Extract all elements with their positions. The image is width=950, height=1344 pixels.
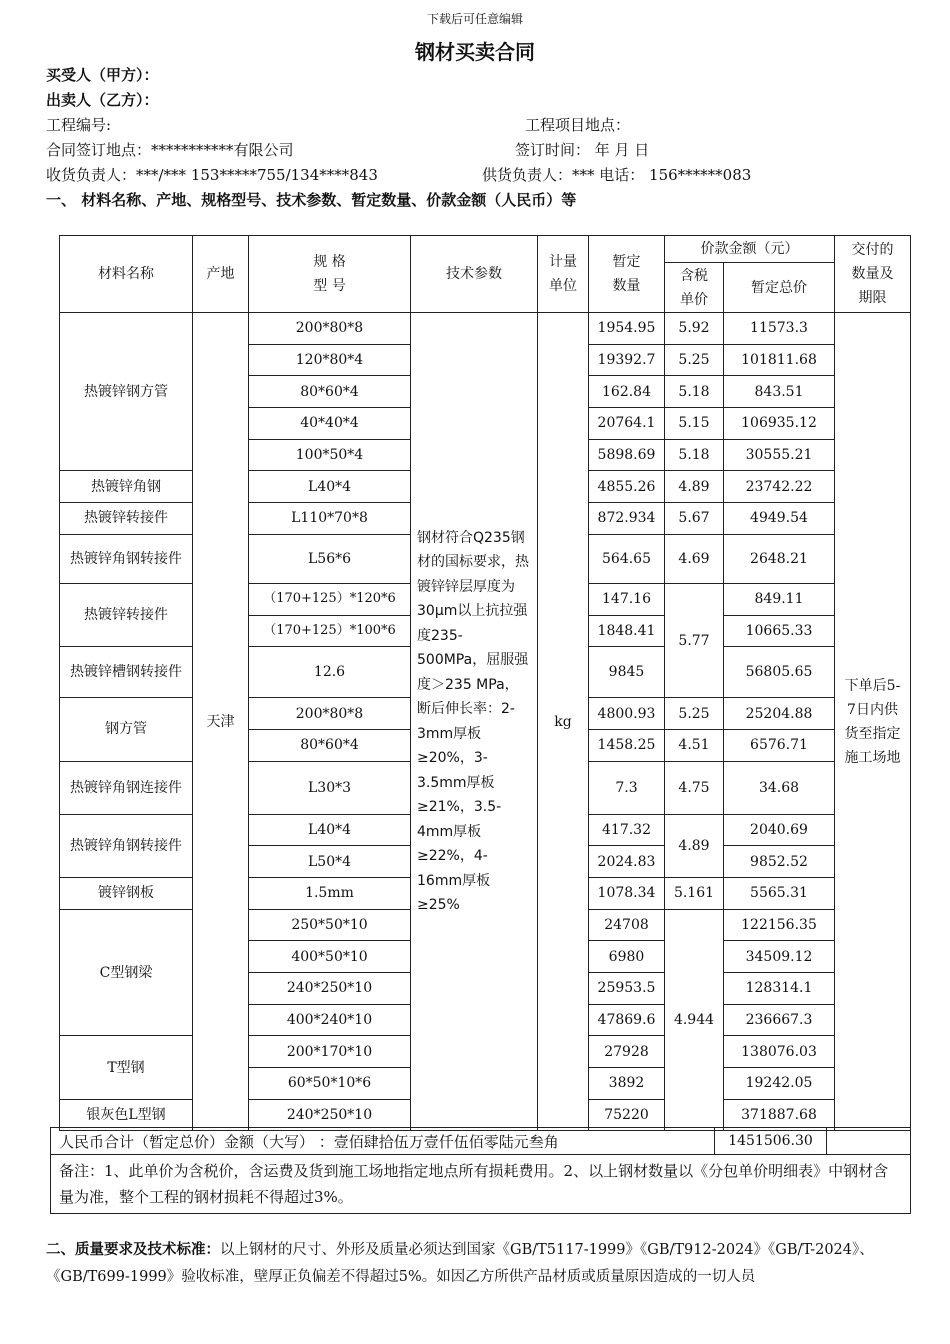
spec-cell: 200*80*8 [249, 698, 411, 730]
material-name: C型钢梁 [60, 909, 193, 1036]
total-cell: 9852.52 [724, 846, 835, 878]
qty-cell: 5898.69 [589, 439, 665, 471]
total-cell: 56805.65 [724, 647, 835, 698]
qty-cell: 147.16 [589, 583, 665, 615]
qty-cell: 6980 [589, 941, 665, 973]
qty-cell: 20764.1 [589, 408, 665, 440]
header-spec: 规 格 型 号 [249, 236, 411, 313]
price-cell: 5.67 [665, 503, 724, 535]
buyer-line: 买受人（甲方）： [46, 66, 159, 84]
material-name: T型钢 [60, 1036, 193, 1099]
spec-cell: L40*4 [249, 814, 411, 846]
origin-cell: 天津 [193, 313, 249, 1131]
document-title: 钢材买卖合同 [415, 40, 535, 64]
total-cell: 4949.54 [724, 503, 835, 535]
qty-cell: 1954.95 [589, 313, 665, 345]
price-cell: 5.92 [665, 313, 724, 345]
spec-cell: L56*6 [249, 534, 411, 583]
total-amount-empty [827, 1128, 911, 1155]
spec-cell: L110*70*8 [249, 503, 411, 535]
price-cell: 4.69 [665, 534, 724, 583]
material-name: 钢方管 [60, 698, 193, 761]
remarks-note: 备注：1、此单价为含税价，含运费及货到施工场地指定地点所有损耗费用。2、以上钢材数量以《分包单价明细表》中钢材含量为准，整个工程的钢材损耗不得超过3%。 [51, 1155, 911, 1214]
top-note: 下载后可任意编辑 [426, 12, 523, 26]
qty-cell: 27928 [589, 1036, 665, 1068]
material-name: 热镀锌角钢转接件 [60, 534, 193, 583]
qty-cell: 1458.25 [589, 729, 665, 761]
total-cell: 5565.31 [724, 877, 835, 909]
price-cell: 5.25 [665, 698, 724, 730]
spec-cell: L40*4 [249, 471, 411, 503]
price-cell: 4.51 [665, 729, 724, 761]
header-unit-price: 含税 单价 [665, 263, 724, 313]
totals-table [50, 1127, 911, 1214]
total-cell: 128314.1 [724, 973, 835, 1005]
total-cell: 849.11 [724, 583, 835, 615]
project-number: 工程编号: [46, 116, 112, 134]
header-total: 暂定总价 [724, 263, 835, 313]
total-amount-value: 1451506.30 [715, 1128, 827, 1155]
price-cell: 5.15 [665, 408, 724, 440]
qty-cell: 3892 [589, 1068, 665, 1100]
qty-cell: 564.65 [589, 534, 665, 583]
total-cell: 10665.33 [724, 615, 835, 647]
total-cell: 11573.3 [724, 313, 835, 345]
price-cell: 5.18 [665, 439, 724, 471]
total-cell: 138076.03 [724, 1036, 835, 1068]
spec-cell: 80*60*4 [249, 729, 411, 761]
qty-cell: 47869.6 [589, 1004, 665, 1036]
header-qty: 暂定 数量 [589, 236, 665, 313]
material-name: 镀锌钢板 [60, 877, 193, 909]
price-cell: 5.161 [665, 877, 724, 909]
total-cell: 122156.35 [724, 909, 835, 941]
total-cell: 23742.22 [724, 471, 835, 503]
price-cell: 4.944 [665, 909, 724, 1131]
table-row [60, 313, 911, 345]
quality-section [46, 1236, 908, 1291]
supplier-contact: 供货负责人：*** 电话： 156******083 [482, 166, 752, 184]
spec-cell: 120*80*4 [249, 344, 411, 376]
total-cell: 106935.12 [724, 408, 835, 440]
price-cell: 5.18 [665, 376, 724, 408]
header-delivery: 交付的 数量及 期限 [835, 236, 911, 313]
spec-cell: 250*50*10 [249, 909, 411, 941]
qty-cell: 9845 [589, 647, 665, 698]
price-cell: 4.89 [665, 471, 724, 503]
total-cell: 6576.71 [724, 729, 835, 761]
qty-cell: 19392.7 [589, 344, 665, 376]
price-cell: 4.89 [665, 814, 724, 877]
total-cell: 2648.21 [724, 534, 835, 583]
qty-cell: 4800.93 [589, 698, 665, 730]
spec-cell: 400*50*10 [249, 941, 411, 973]
total-cell: 371887.68 [724, 1099, 835, 1131]
spec-cell: 60*50*10*6 [249, 1068, 411, 1100]
price-cell: 5.77 [665, 583, 724, 697]
header-price-group: 价款金额（元） [665, 236, 835, 263]
spec-cell: 200*170*10 [249, 1036, 411, 1068]
qty-cell: 1078.34 [589, 877, 665, 909]
material-name: 热镀锌转接件 [60, 503, 193, 535]
spec-cell: （170+125）*100*6 [249, 615, 411, 647]
qty-cell: 1848.41 [589, 615, 665, 647]
qty-cell: 4855.26 [589, 471, 665, 503]
qty-cell: 162.84 [589, 376, 665, 408]
header-tech: 技术参数 [411, 236, 538, 313]
spec-cell: 80*60*4 [249, 376, 411, 408]
qty-cell: 24708 [589, 909, 665, 941]
seller-line: 出卖人（乙方）： [46, 91, 159, 109]
total-cell: 19242.05 [724, 1068, 835, 1100]
qty-cell: 75220 [589, 1099, 665, 1131]
project-site: 工程项目地点： [525, 116, 631, 134]
qty-cell: 7.3 [589, 761, 665, 814]
material-name: 热镀锌转接件 [60, 583, 193, 646]
header-name: 材料名称 [60, 236, 193, 313]
qty-cell: 872.934 [589, 503, 665, 535]
material-name: 热镀锌角钢转接件 [60, 814, 193, 877]
material-name: 热镀锌角钢 [60, 471, 193, 503]
spec-cell: L50*4 [249, 846, 411, 878]
spec-cell: 40*40*4 [249, 408, 411, 440]
material-name: 热镀锌角钢连接件 [60, 761, 193, 814]
spec-cell: 240*250*10 [249, 1099, 411, 1131]
total-cell: 236667.3 [724, 1004, 835, 1036]
section-1-heading: 一、 材料名称、产地、规格型号、技术参数、暂定数量、价款金额（人民币）等 [46, 191, 577, 209]
delivery-cell: 下单后5-7日内供货至指定施工场地 [835, 313, 911, 1131]
total-amount-label: 人民币合计（暂定总价）金额（大写） ：壹佰肆拾伍万壹仟伍佰零陆元叁角 [51, 1128, 715, 1155]
header-unit: 计量 单位 [538, 236, 589, 313]
tech-params: 钢材符合Q235钢材的国标要求，热镀锌锌层厚度为30μm以上抗拉强度235-500MPa，屈服强度＞235 MPa，断后伸长率：2-3mm厚板≥20%，3-3.5mm厚板≥21%，3.5-4mm厚板≥22%，4-16mm厚板≥25% [411, 313, 538, 1131]
quality-text: 以上钢材的尺寸、外形及质量必须达到国家《GB/T5117-1999》《GB/T912-2024》《GB/T-2024》、《GB/T699-1999》验收标准，壁厚正负偏差不得超过5%。如因乙方所供产品材质或质量原因造成的一切人员 [46, 1242, 874, 1285]
total-cell: 2040.69 [724, 814, 835, 846]
header-origin: 产地 [193, 236, 249, 313]
spec-cell: （170+125）*120*6 [249, 583, 411, 615]
total-cell: 843.51 [724, 376, 835, 408]
price-cell: 5.25 [665, 344, 724, 376]
sign-place: 合同签订地点：***********有限公司 [46, 141, 294, 159]
total-cell: 25204.88 [724, 698, 835, 730]
spec-cell: 100*50*4 [249, 439, 411, 471]
total-cell: 34.68 [724, 761, 835, 814]
qty-cell: 25953.5 [589, 973, 665, 1005]
material-name: 银灰色L型钢 [60, 1099, 193, 1131]
qty-cell: 417.32 [589, 814, 665, 846]
material-name: 热镀锌槽钢转接件 [60, 647, 193, 698]
spec-cell: 240*250*10 [249, 973, 411, 1005]
materials-table [59, 235, 911, 1131]
spec-cell: 200*80*8 [249, 313, 411, 345]
total-cell: 30555.21 [724, 439, 835, 471]
spec-cell: 12.6 [249, 647, 411, 698]
unit-cell: kg [538, 313, 589, 1131]
spec-cell: L30*3 [249, 761, 411, 814]
material-name: 热镀锌钢方管 [60, 313, 193, 471]
total-cell: 101811.68 [724, 344, 835, 376]
total-cell: 34509.12 [724, 941, 835, 973]
quality-heading: 二、质量要求及技术标准： [46, 1241, 220, 1258]
sign-time: 签订时间： 年 月 日 [515, 141, 650, 159]
spec-cell: 1.5mm [249, 877, 411, 909]
price-cell: 4.75 [665, 761, 724, 814]
spec-cell: 400*240*10 [249, 1004, 411, 1036]
qty-cell: 2024.83 [589, 846, 665, 878]
receiver-contact: 收货负责人：***/*** 153*****755/134****843 [46, 166, 378, 184]
